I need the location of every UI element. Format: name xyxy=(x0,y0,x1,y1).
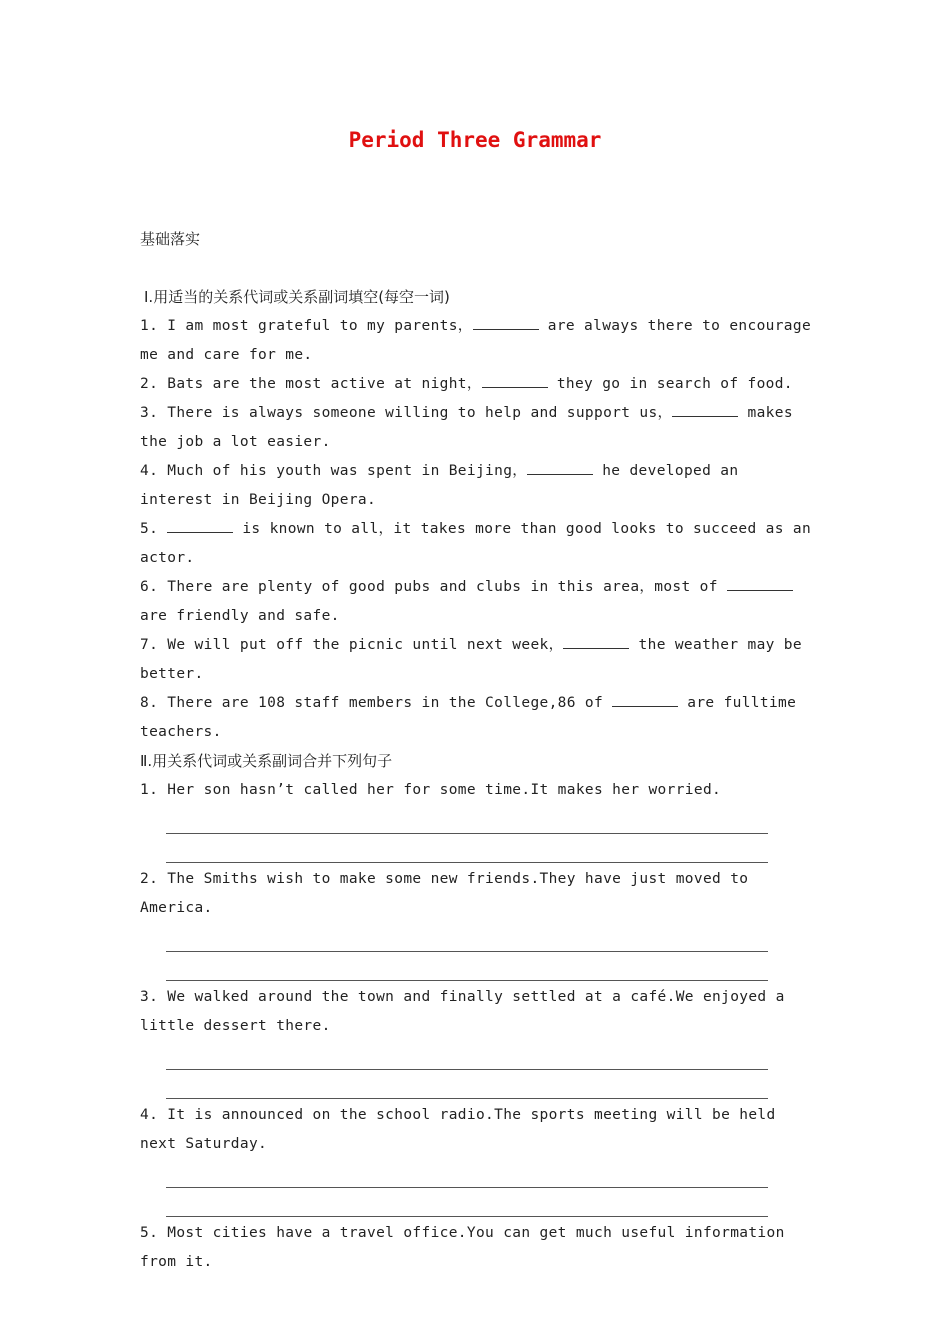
question-text-before: Bats are the most active at night， xyxy=(158,376,482,392)
question-text-after: they go in search of food. xyxy=(547,376,793,392)
question-text-after: makes the job a lot easier. xyxy=(140,405,802,450)
part1-question-6 xyxy=(140,573,815,631)
question-text: It is announced on the school radio.The sports meeting will be held next Saturday. xyxy=(140,1107,785,1152)
answer-blank[interactable] xyxy=(727,576,793,591)
exercise-content xyxy=(140,283,821,1277)
part1-heading: Ⅰ.用适当的关系代词或关系副词填空(每空一词) xyxy=(144,288,450,306)
question-text-before: There are plenty of good pubs and clubs in this area，most of xyxy=(158,579,727,595)
question-text-before xyxy=(158,521,167,537)
question-number: 2. xyxy=(140,871,159,887)
part2-question-4 xyxy=(140,1101,815,1159)
question-text-after: are fulltime teachers. xyxy=(140,695,806,740)
answer-blank[interactable] xyxy=(672,402,738,417)
question-number: 1. xyxy=(140,318,159,334)
question-number: 1. xyxy=(140,782,159,798)
question-number: 5. xyxy=(140,1225,159,1241)
question-text-before: I am most grateful to my parents， xyxy=(158,318,473,334)
question-text-after: he developed an interest in Beijing Opera. xyxy=(140,463,748,508)
question-number: 3. xyxy=(140,405,159,421)
question-text: Her son hasn’t called her for some time.It makes her worried. xyxy=(158,782,722,798)
part2-question-2 xyxy=(140,865,815,923)
answer-line[interactable] xyxy=(166,952,768,981)
part2-heading: Ⅱ.用关系代词或关系副词合并下列句子 xyxy=(140,752,393,770)
answer-line[interactable] xyxy=(166,834,768,863)
question-number: 8. xyxy=(140,695,159,711)
answer-blank[interactable] xyxy=(473,315,539,330)
question-number: 6. xyxy=(140,579,159,595)
question-text-before: Much of his youth was spent in Beijing， xyxy=(158,463,528,479)
question-number: 3. xyxy=(140,989,159,1005)
question-text-after: the weather may be better. xyxy=(140,637,812,682)
answer-line[interactable] xyxy=(166,923,768,952)
part1-question-2 xyxy=(140,370,815,399)
section-label: 基础落实 xyxy=(140,230,201,248)
part2-question-5 xyxy=(140,1219,815,1277)
question-text-before: There are 108 staff members in the College,86 of xyxy=(158,695,613,711)
question-number: 5. xyxy=(140,521,159,537)
part1-question-7 xyxy=(140,631,815,689)
answer-blank[interactable] xyxy=(563,634,629,649)
question-text: The Smiths wish to make some new friends.They have just moved to America. xyxy=(140,871,758,916)
question-number: 7. xyxy=(140,637,159,653)
answer-line[interactable] xyxy=(166,1159,768,1188)
question-number: 2. xyxy=(140,376,159,392)
question-text-before: There is always someone willing to help and support us， xyxy=(158,405,673,421)
part1-question-5 xyxy=(140,515,821,573)
page-title: Period Three Grammar xyxy=(348,128,602,152)
question-text: Most cities have a travel office.You can get much useful information from it. xyxy=(140,1225,794,1270)
answer-line[interactable] xyxy=(166,1188,768,1217)
question-number: 4. xyxy=(140,1107,159,1123)
question-text-before: We will put off the picnic until next week， xyxy=(158,637,564,653)
part1-question-8 xyxy=(140,689,815,747)
question-number: 4. xyxy=(140,463,159,479)
answer-blank[interactable] xyxy=(167,518,233,533)
answer-line[interactable] xyxy=(166,1041,768,1070)
question-text-after: are friendly and safe. xyxy=(140,579,802,624)
answer-line[interactable] xyxy=(166,1070,768,1099)
question-text: We walked around the town and finally settled at a café.We enjoyed a little dessert there. xyxy=(140,989,794,1034)
answer-blank[interactable] xyxy=(482,373,548,388)
answer-line[interactable] xyxy=(166,805,768,834)
answer-blank[interactable] xyxy=(527,460,593,475)
part1-question-4 xyxy=(140,457,815,515)
part2-question-3 xyxy=(140,983,815,1041)
part2-question-1 xyxy=(140,776,815,805)
part1-question-3 xyxy=(140,399,815,457)
question-text-after: is known to all，it takes more than good looks to succeed as an actor. xyxy=(140,521,821,566)
part1-question-1 xyxy=(140,312,821,370)
question-text-after: are always there to encourage me and care for me. xyxy=(140,318,821,363)
answer-blank[interactable] xyxy=(612,692,678,707)
